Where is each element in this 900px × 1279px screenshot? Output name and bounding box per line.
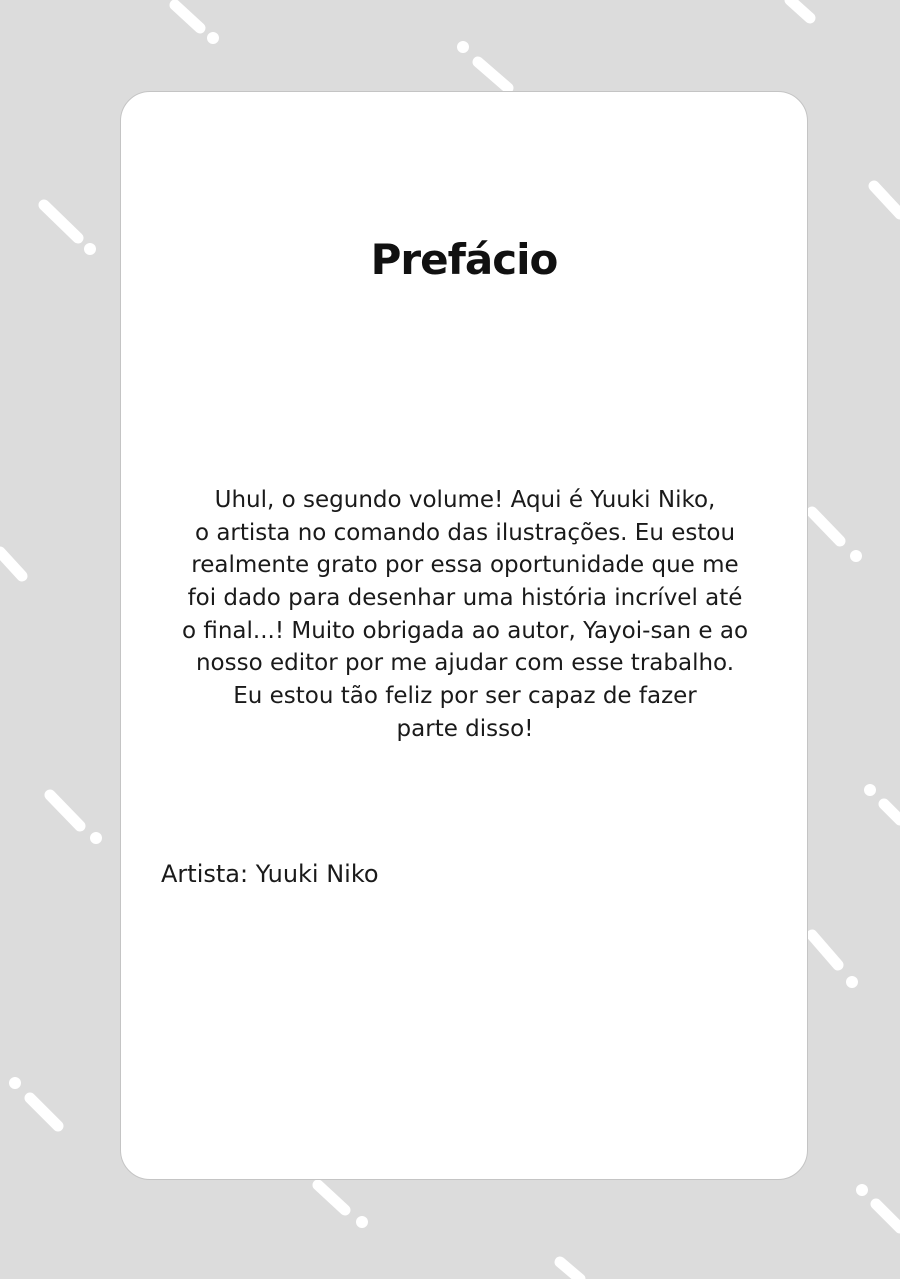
- page-title: Prefácio: [370, 235, 558, 284]
- body-line: o final...! Muito obrigada ao autor, Yayoi-san e ao: [181, 617, 749, 644]
- body-line: nosso editor por me ajudar com esse trabalho.: [195, 650, 735, 677]
- body-line: parte disso!: [396, 715, 534, 742]
- preface-body: [145, 484, 785, 746]
- body-line: o artista no comando das ilustrações. Eu estou: [194, 519, 736, 546]
- artist-signature: Artista: Yuuki Niko: [161, 860, 379, 888]
- body-line: Uhul, o segundo volume! Aqui é Yuuki Niko,: [214, 487, 716, 513]
- body-line: Eu estou tão feliz por ser capaz de fazer: [233, 683, 697, 710]
- body-line: realmente grato por essa oportunidade que me: [191, 552, 739, 579]
- body-line: foi dado para desenhar uma história incrível até: [187, 585, 743, 612]
- preface-card: [120, 91, 808, 1180]
